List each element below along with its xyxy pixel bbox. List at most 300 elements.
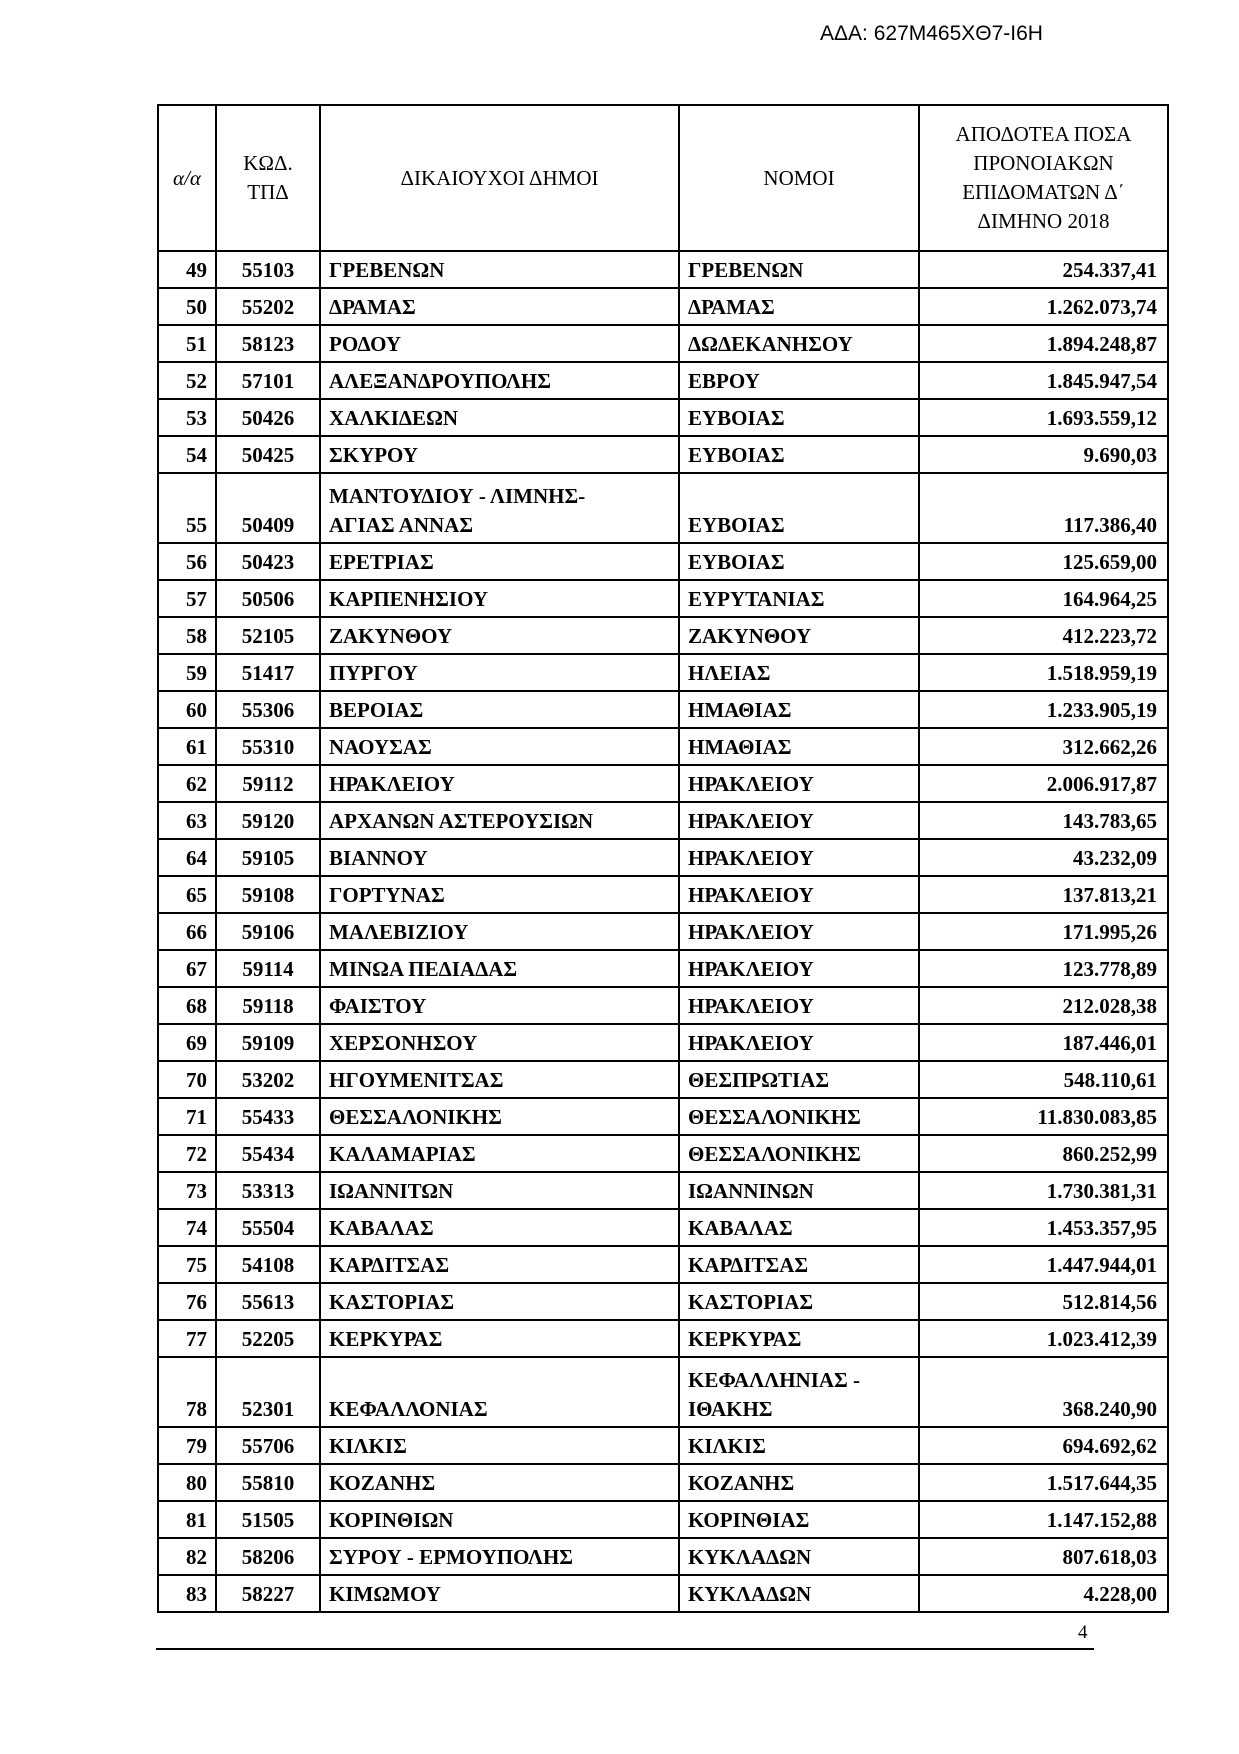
table-body xyxy=(158,251,1168,1612)
cell-municipality-line: ΚΑΛΑΜΑΡΙΑΣ xyxy=(329,1142,476,1166)
cell-amount: 1.693.559,12 xyxy=(919,399,1168,436)
cell-prefecture xyxy=(679,654,919,691)
cell-amount: 1.233.905,19 xyxy=(919,691,1168,728)
cell-amount: 43.232,09 xyxy=(919,839,1168,876)
cell-prefecture-line: ΙΩΑΝΝΙΝΩΝ xyxy=(688,1179,814,1203)
table-row xyxy=(158,950,1168,987)
cell-municipality xyxy=(320,1246,679,1283)
cell-prefecture xyxy=(679,617,919,654)
cell-amount: 212.028,38 xyxy=(919,987,1168,1024)
cell-municipality-line: ΙΩΑΝΝΙΤΩΝ xyxy=(329,1179,454,1203)
table-row xyxy=(158,876,1168,913)
cell-municipality xyxy=(320,1024,679,1061)
cell-aa: 60 xyxy=(158,691,216,728)
cell-municipality-line: ΜΙΝΩΑ ΠΕΔΙΑΔΑΣ xyxy=(329,957,518,981)
cell-amount: 807.618,03 xyxy=(919,1538,1168,1575)
cell-prefecture xyxy=(679,436,919,473)
cell-amount: 368.240,90 xyxy=(919,1357,1168,1427)
cell-aa: 64 xyxy=(158,839,216,876)
cell-prefecture xyxy=(679,1098,919,1135)
cell-amount: 860.252,99 xyxy=(919,1135,1168,1172)
cell-municipality xyxy=(320,1061,679,1098)
cell-code: 52105 xyxy=(216,617,320,654)
cell-municipality-line: ΗΡΑΚΛΕΙΟΥ xyxy=(329,772,455,796)
header-amount-line: ΔΙΜΗΝΟ 2018 xyxy=(977,209,1110,233)
cell-prefecture-line: ΚΕΦΑΛΛΗΝΙΑΣ - xyxy=(688,1368,861,1392)
table-row xyxy=(158,473,1168,543)
cell-amount: 1.894.248,87 xyxy=(919,325,1168,362)
table-row xyxy=(158,1098,1168,1135)
cell-amount: 1.845.947,54 xyxy=(919,362,1168,399)
cell-prefecture xyxy=(679,251,919,288)
table-header xyxy=(158,105,1168,251)
cell-code: 59112 xyxy=(216,765,320,802)
cell-code: 50426 xyxy=(216,399,320,436)
cell-municipality xyxy=(320,1135,679,1172)
cell-municipality-line: ΚΑΡΔΙΤΣΑΣ xyxy=(329,1253,450,1277)
cell-municipality xyxy=(320,617,679,654)
cell-municipality xyxy=(320,802,679,839)
cell-municipality-line: ΦΑΙΣΤΟΥ xyxy=(329,994,427,1018)
table-row xyxy=(158,654,1168,691)
cell-prefecture xyxy=(679,1427,919,1464)
cell-amount: 125.659,00 xyxy=(919,543,1168,580)
cell-amount: 548.110,61 xyxy=(919,1061,1168,1098)
cell-amount: 1.447.944,01 xyxy=(919,1246,1168,1283)
table-row xyxy=(158,1172,1168,1209)
cell-prefecture-line: ΚΥΚΛΑΔΩΝ xyxy=(688,1545,812,1569)
table-row xyxy=(158,1538,1168,1575)
cell-aa: 69 xyxy=(158,1024,216,1061)
cell-municipality-line: ΜΑΛΕΒΙΖΙΟΥ xyxy=(329,920,469,944)
table-row xyxy=(158,913,1168,950)
cell-prefecture-line: ΗΡΑΚΛΕΙΟΥ xyxy=(688,809,814,833)
cell-prefecture-line: ΗΡΑΚΛΕΙΟΥ xyxy=(688,883,814,907)
cell-prefecture-line: ΕΥΡΥΤΑΝΙΑΣ xyxy=(688,587,825,611)
cell-municipality-line: ΚΙΛΚΙΣ xyxy=(329,1434,407,1458)
cell-aa: 82 xyxy=(158,1538,216,1575)
cell-prefecture-line: ΗΜΑΘΙΑΣ xyxy=(688,735,792,759)
table-row xyxy=(158,580,1168,617)
cell-prefecture-line: ΕΒΡΟΥ xyxy=(688,369,760,393)
cell-prefecture xyxy=(679,543,919,580)
cell-municipality-line: ΚΑΡΠΕΝΗΣΙΟΥ xyxy=(329,587,489,611)
cell-municipality xyxy=(320,987,679,1024)
cell-prefecture-line: ΘΕΣΣΑΛΟΝΙΚΗΣ xyxy=(688,1105,861,1129)
cell-aa: 65 xyxy=(158,876,216,913)
cell-prefecture xyxy=(679,1172,919,1209)
cell-municipality-line: ΜΑΝΤΟΥΔΙΟΥ - ΛΙΜΝΗΣ- xyxy=(329,484,586,508)
cell-amount: 171.995,26 xyxy=(919,913,1168,950)
cell-municipality xyxy=(320,950,679,987)
cell-prefecture xyxy=(679,1024,919,1061)
cell-municipality-line: ΒΙΑΝΝΟΥ xyxy=(329,846,428,870)
cell-prefecture xyxy=(679,1135,919,1172)
cell-amount: 9.690,03 xyxy=(919,436,1168,473)
cell-municipality xyxy=(320,325,679,362)
cell-municipality-line: ΧΑΛΚΙΔΕΩΝ xyxy=(329,406,459,430)
cell-prefecture xyxy=(679,1061,919,1098)
cell-municipality-line: ΠΥΡΓΟΥ xyxy=(329,661,418,685)
cell-municipality-line: ΡΟΔΟΥ xyxy=(329,332,402,356)
cell-amount: 143.783,65 xyxy=(919,802,1168,839)
cell-amount: 1.147.152,88 xyxy=(919,1501,1168,1538)
cell-prefecture-line: ΔΡΑΜΑΣ xyxy=(688,295,775,319)
header-municipality: ΔΙΚΑΙΟΥΧΟΙ ΔΗΜΟΙ xyxy=(320,105,679,251)
header-aa: α/α xyxy=(158,105,216,251)
table-row xyxy=(158,436,1168,473)
table-row xyxy=(158,1209,1168,1246)
cell-prefecture xyxy=(679,691,919,728)
cell-prefecture-line: ΗΛΕΙΑΣ xyxy=(688,661,771,685)
cell-aa: 74 xyxy=(158,1209,216,1246)
cell-code: 55434 xyxy=(216,1135,320,1172)
cell-prefecture xyxy=(679,1320,919,1357)
table-row xyxy=(158,839,1168,876)
cell-amount: 2.006.917,87 xyxy=(919,765,1168,802)
cell-aa: 49 xyxy=(158,251,216,288)
cell-aa: 59 xyxy=(158,654,216,691)
cell-municipality xyxy=(320,1538,679,1575)
cell-prefecture xyxy=(679,1246,919,1283)
cell-aa: 54 xyxy=(158,436,216,473)
cell-prefecture-line: ΓΡΕΒΕΝΩΝ xyxy=(688,258,804,282)
cell-amount: 117.386,40 xyxy=(919,473,1168,543)
table-row xyxy=(158,288,1168,325)
cell-aa: 83 xyxy=(158,1575,216,1612)
cell-aa: 53 xyxy=(158,399,216,436)
cell-prefecture xyxy=(679,839,919,876)
table-row xyxy=(158,617,1168,654)
cell-prefecture xyxy=(679,1575,919,1612)
allowance-table xyxy=(157,104,1169,1613)
cell-municipality-line: ΓΡΕΒΕΝΩΝ xyxy=(329,258,445,282)
cell-municipality-line: ΑΓΙΑΣ ΑΝΝΑΣ xyxy=(329,513,474,537)
table-row xyxy=(158,1575,1168,1612)
cell-prefecture xyxy=(679,399,919,436)
cell-municipality-line: ΕΡΕΤΡΙΑΣ xyxy=(329,550,434,574)
cell-municipality-line: ΔΡΑΜΑΣ xyxy=(329,295,416,319)
cell-municipality xyxy=(320,728,679,765)
cell-aa: 58 xyxy=(158,617,216,654)
cell-municipality-line: ΣΥΡΟΥ - ΕΡΜΟΥΠΟΛΗΣ xyxy=(329,1545,574,1569)
ada-code: ΑΔΑ: 627Μ465ΧΘ7-Ι6Η xyxy=(820,22,1043,45)
header-prefecture: ΝΟΜΟΙ xyxy=(679,105,919,251)
cell-code: 54108 xyxy=(216,1246,320,1283)
cell-code: 59118 xyxy=(216,987,320,1024)
cell-code: 52301 xyxy=(216,1357,320,1427)
cell-aa: 68 xyxy=(158,987,216,1024)
cell-code: 55613 xyxy=(216,1283,320,1320)
cell-aa: 56 xyxy=(158,543,216,580)
cell-municipality-line: ΚΕΡΚΥΡΑΣ xyxy=(329,1327,443,1351)
table-row xyxy=(158,325,1168,362)
table-row xyxy=(158,1135,1168,1172)
table-row xyxy=(158,802,1168,839)
cell-amount: 254.337,41 xyxy=(919,251,1168,288)
footer-divider xyxy=(156,1648,1094,1650)
cell-municipality xyxy=(320,1464,679,1501)
cell-prefecture xyxy=(679,876,919,913)
cell-municipality xyxy=(320,876,679,913)
header-amount-line: ΑΠΟΔΟΤΕΑ ΠΟΣΑ xyxy=(955,122,1132,146)
cell-municipality xyxy=(320,1209,679,1246)
cell-municipality xyxy=(320,473,679,543)
cell-prefecture xyxy=(679,1501,919,1538)
cell-code: 55306 xyxy=(216,691,320,728)
cell-municipality xyxy=(320,1320,679,1357)
cell-municipality xyxy=(320,288,679,325)
cell-municipality xyxy=(320,1575,679,1612)
page-number: 4 xyxy=(1078,1622,1088,1643)
header-code-line: ΤΠΔ xyxy=(247,180,289,204)
cell-prefecture xyxy=(679,987,919,1024)
cell-municipality-line: ΑΡΧΑΝΩΝ ΑΣΤΕΡΟΥΣΙΩΝ xyxy=(329,809,594,833)
cell-prefecture-line: ΗΡΑΚΛΕΙΟΥ xyxy=(688,994,814,1018)
cell-municipality-line: ΚΕΦΑΛΛΟΝΙΑΣ xyxy=(329,1397,488,1421)
header-code-line: ΚΩΔ. xyxy=(243,151,293,175)
table-row xyxy=(158,691,1168,728)
cell-aa: 79 xyxy=(158,1427,216,1464)
cell-code: 50409 xyxy=(216,473,320,543)
cell-aa: 78 xyxy=(158,1357,216,1427)
cell-prefecture-line: ΘΕΣΠΡΩΤΙΑΣ xyxy=(688,1068,830,1092)
cell-code: 55504 xyxy=(216,1209,320,1246)
header-amount-line: ΕΠΙΔΟΜΑΤΩΝ Δ΄ xyxy=(962,180,1125,204)
table-row xyxy=(158,1320,1168,1357)
table-row xyxy=(158,1464,1168,1501)
cell-aa: 75 xyxy=(158,1246,216,1283)
cell-municipality-line: ΣΚΥΡΟΥ xyxy=(329,443,419,467)
cell-amount: 1.023.412,39 xyxy=(919,1320,1168,1357)
cell-amount: 1.730.381,31 xyxy=(919,1172,1168,1209)
cell-amount: 187.446,01 xyxy=(919,1024,1168,1061)
cell-code: 58206 xyxy=(216,1538,320,1575)
cell-prefecture-line: ΗΡΑΚΛΕΙΟΥ xyxy=(688,772,814,796)
cell-code: 59114 xyxy=(216,950,320,987)
cell-aa: 80 xyxy=(158,1464,216,1501)
cell-municipality-line: ΚΟΡΙΝΘΙΩΝ xyxy=(329,1508,454,1532)
cell-code: 50425 xyxy=(216,436,320,473)
cell-code: 50423 xyxy=(216,543,320,580)
cell-prefecture-line: ΚΟΡΙΝΘΙΑΣ xyxy=(688,1508,810,1532)
cell-code: 55706 xyxy=(216,1427,320,1464)
cell-prefecture-line: ΗΜΑΘΙΑΣ xyxy=(688,698,792,722)
cell-municipality xyxy=(320,839,679,876)
cell-aa: 50 xyxy=(158,288,216,325)
cell-municipality xyxy=(320,1357,679,1427)
cell-prefecture-line: ΙΘΑΚΗΣ xyxy=(688,1397,773,1421)
cell-municipality xyxy=(320,691,679,728)
cell-prefecture-line: ΕΥΒΟΙΑΣ xyxy=(688,550,785,574)
cell-code: 52205 xyxy=(216,1320,320,1357)
cell-aa: 61 xyxy=(158,728,216,765)
cell-municipality xyxy=(320,543,679,580)
table-row xyxy=(158,728,1168,765)
cell-prefecture-line: ΚΟΖΑΝΗΣ xyxy=(688,1471,795,1495)
cell-aa: 77 xyxy=(158,1320,216,1357)
cell-municipality xyxy=(320,765,679,802)
cell-code: 51417 xyxy=(216,654,320,691)
cell-prefecture xyxy=(679,288,919,325)
cell-prefecture-line: ΕΥΒΟΙΑΣ xyxy=(688,406,785,430)
cell-aa: 76 xyxy=(158,1283,216,1320)
cell-municipality xyxy=(320,1098,679,1135)
cell-prefecture-line: ΚΕΡΚΥΡΑΣ xyxy=(688,1327,802,1351)
cell-amount: 164.964,25 xyxy=(919,580,1168,617)
cell-municipality-line: ΖΑΚΥΝΘΟΥ xyxy=(329,624,453,648)
table-row xyxy=(158,1283,1168,1320)
cell-prefecture-line: ΗΡΑΚΛΕΙΟΥ xyxy=(688,957,814,981)
cell-municipality-line: ΚΙΜΩΜΟΥ xyxy=(329,1582,441,1606)
cell-prefecture xyxy=(679,580,919,617)
table-row xyxy=(158,1024,1168,1061)
cell-municipality-line: ΧΕΡΣΟΝΗΣΟΥ xyxy=(329,1031,478,1055)
cell-code: 59109 xyxy=(216,1024,320,1061)
header-amount-line: ΠΡΟΝΟΙΑΚΩΝ xyxy=(973,151,1114,175)
cell-municipality xyxy=(320,1283,679,1320)
cell-prefecture-line: ΖΑΚΥΝΘΟΥ xyxy=(688,624,812,648)
cell-municipality-line: ΚΑΣΤΟΡΙΑΣ xyxy=(329,1290,455,1314)
cell-amount: 137.813,21 xyxy=(919,876,1168,913)
cell-aa: 52 xyxy=(158,362,216,399)
cell-municipality-line: ΚΑΒΑΛΑΣ xyxy=(329,1216,434,1240)
cell-amount: 4.228,00 xyxy=(919,1575,1168,1612)
cell-municipality xyxy=(320,399,679,436)
cell-aa: 55 xyxy=(158,473,216,543)
cell-prefecture xyxy=(679,950,919,987)
cell-prefecture-line: ΚΑΡΔΙΤΣΑΣ xyxy=(688,1253,809,1277)
cell-municipality xyxy=(320,1427,679,1464)
cell-municipality-line: ΘΕΣΣΑΛΟΝΙΚΗΣ xyxy=(329,1105,502,1129)
cell-aa: 63 xyxy=(158,802,216,839)
cell-prefecture-line: ΕΥΒΟΙΑΣ xyxy=(688,513,785,537)
table-row xyxy=(158,987,1168,1024)
cell-amount: 312.662,26 xyxy=(919,728,1168,765)
cell-prefecture-line: ΕΥΒΟΙΑΣ xyxy=(688,443,785,467)
cell-municipality-line: ΗΓΟΥΜΕΝΙΤΣΑΣ xyxy=(329,1068,504,1092)
table-row xyxy=(158,399,1168,436)
cell-prefecture xyxy=(679,1357,919,1427)
cell-prefecture xyxy=(679,913,919,950)
cell-aa: 71 xyxy=(158,1098,216,1135)
cell-code: 58123 xyxy=(216,325,320,362)
cell-prefecture-line: ΚΑΣΤΟΡΙΑΣ xyxy=(688,1290,814,1314)
cell-aa: 67 xyxy=(158,950,216,987)
cell-prefecture-line: ΗΡΑΚΛΕΙΟΥ xyxy=(688,1031,814,1055)
cell-aa: 70 xyxy=(158,1061,216,1098)
cell-municipality xyxy=(320,362,679,399)
cell-amount: 11.830.083,85 xyxy=(919,1098,1168,1135)
cell-code: 59105 xyxy=(216,839,320,876)
cell-prefecture xyxy=(679,325,919,362)
cell-amount: 694.692,62 xyxy=(919,1427,1168,1464)
cell-municipality xyxy=(320,251,679,288)
cell-amount: 123.778,89 xyxy=(919,950,1168,987)
cell-prefecture-line: ΔΩΔΕΚΑΝΗΣΟΥ xyxy=(688,332,853,356)
cell-code: 55433 xyxy=(216,1098,320,1135)
cell-municipality-line: ΒΕΡΟΙΑΣ xyxy=(329,698,424,722)
cell-prefecture-line: ΚΥΚΛΑΔΩΝ xyxy=(688,1582,812,1606)
cell-prefecture xyxy=(679,728,919,765)
cell-aa: 66 xyxy=(158,913,216,950)
cell-aa: 81 xyxy=(158,1501,216,1538)
table-row xyxy=(158,543,1168,580)
cell-municipality xyxy=(320,654,679,691)
cell-aa: 57 xyxy=(158,580,216,617)
cell-municipality xyxy=(320,580,679,617)
cell-prefecture xyxy=(679,765,919,802)
cell-prefecture xyxy=(679,473,919,543)
cell-amount: 1.518.959,19 xyxy=(919,654,1168,691)
cell-prefecture-line: ΗΡΑΚΛΕΙΟΥ xyxy=(688,920,814,944)
table-row xyxy=(158,1427,1168,1464)
cell-municipality-line: ΓΟΡΤΥΝΑΣ xyxy=(329,883,445,907)
cell-code: 59106 xyxy=(216,913,320,950)
cell-code: 55202 xyxy=(216,288,320,325)
cell-code: 55103 xyxy=(216,251,320,288)
table-row xyxy=(158,362,1168,399)
cell-code: 55310 xyxy=(216,728,320,765)
cell-prefecture xyxy=(679,1538,919,1575)
table-row xyxy=(158,1501,1168,1538)
cell-prefecture-line: ΚΑΒΑΛΑΣ xyxy=(688,1216,793,1240)
cell-aa: 51 xyxy=(158,325,216,362)
cell-aa: 73 xyxy=(158,1172,216,1209)
cell-code: 51505 xyxy=(216,1501,320,1538)
cell-prefecture xyxy=(679,1209,919,1246)
table-row xyxy=(158,251,1168,288)
table-row xyxy=(158,1246,1168,1283)
cell-code: 53202 xyxy=(216,1061,320,1098)
cell-municipality xyxy=(320,1501,679,1538)
header-code xyxy=(216,105,320,251)
table-row xyxy=(158,1357,1168,1427)
cell-prefecture xyxy=(679,802,919,839)
cell-amount: 512.814,56 xyxy=(919,1283,1168,1320)
cell-code: 55810 xyxy=(216,1464,320,1501)
cell-amount: 1.453.357,95 xyxy=(919,1209,1168,1246)
cell-prefecture-line: ΗΡΑΚΛΕΙΟΥ xyxy=(688,846,814,870)
table-row xyxy=(158,765,1168,802)
cell-code: 53313 xyxy=(216,1172,320,1209)
cell-prefecture-line: ΚΙΛΚΙΣ xyxy=(688,1434,766,1458)
cell-code: 59120 xyxy=(216,802,320,839)
cell-code: 57101 xyxy=(216,362,320,399)
header-row xyxy=(158,105,1168,251)
cell-municipality xyxy=(320,913,679,950)
cell-prefecture xyxy=(679,1464,919,1501)
cell-aa: 72 xyxy=(158,1135,216,1172)
table-row xyxy=(158,1061,1168,1098)
cell-municipality xyxy=(320,1172,679,1209)
header-amount xyxy=(919,105,1168,251)
cell-amount: 412.223,72 xyxy=(919,617,1168,654)
cell-code: 50506 xyxy=(216,580,320,617)
cell-code: 59108 xyxy=(216,876,320,913)
cell-prefecture xyxy=(679,1283,919,1320)
cell-prefecture xyxy=(679,362,919,399)
cell-municipality xyxy=(320,436,679,473)
cell-municipality-line: ΑΛΕΞΑΝΔΡΟΥΠΟΛΗΣ xyxy=(329,369,551,393)
cell-municipality-line: ΚΟΖΑΝΗΣ xyxy=(329,1471,436,1495)
cell-amount: 1.517.644,35 xyxy=(919,1464,1168,1501)
cell-municipality-line: ΝΑΟΥΣΑΣ xyxy=(329,735,432,759)
cell-aa: 62 xyxy=(158,765,216,802)
cell-code: 58227 xyxy=(216,1575,320,1612)
cell-amount: 1.262.073,74 xyxy=(919,288,1168,325)
cell-prefecture-line: ΘΕΣΣΑΛΟΝΙΚΗΣ xyxy=(688,1142,861,1166)
